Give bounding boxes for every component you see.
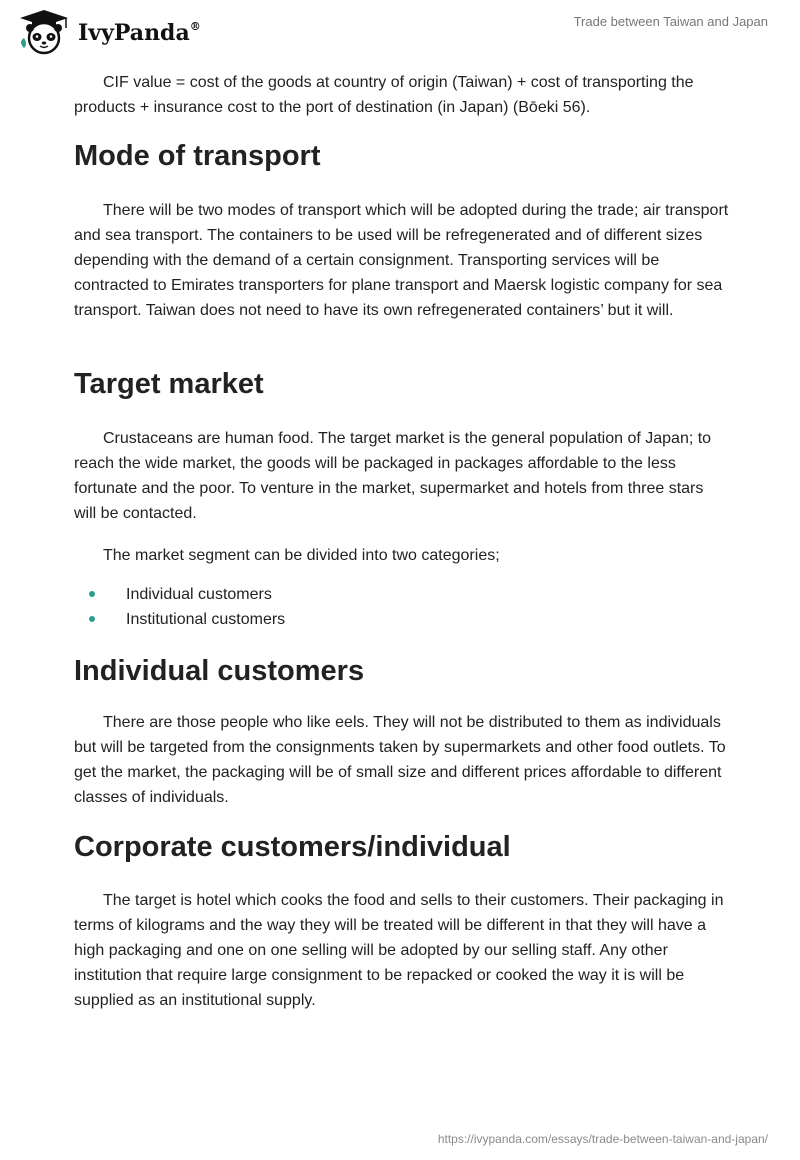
heading-corporate-customers: Corporate customers/individual [74, 831, 511, 863]
bullet-icon [89, 591, 95, 597]
list-item-label: Individual customers [126, 586, 272, 603]
list-item [74, 607, 285, 632]
heading-target-market: Target market [74, 368, 264, 400]
market-segment-paragraph: The market segment can be divided into two categories; [103, 547, 500, 564]
logo-text: IvyPanda® [78, 19, 201, 46]
heading-individual-customers: Individual customers [74, 655, 365, 687]
list-item-label: Institutional customers [126, 611, 286, 628]
corporate-customers-paragraph: The target is hotel which cooks the food and sells to their customers. Their packaging in terms of kilograms and the way they will be treated will be different in that they will have a high packaging and one on one selling will be adopted by our selling staff. Any other institution that require large consignment to be repacked or cooked the way it is will be supplied as an institutional supply. [74, 892, 724, 1009]
individual-customers-paragraph: There are those people who like eels. They will not be distributed to them as individuals but will be targeted from the consignments taken by supermarkets and other food outlets. To get the market, the packaging will be of small size and different prices affordable to different classes of individuals. [74, 714, 726, 806]
mode-of-transport-paragraph: There will be two modes of transport which will be adopted during the trade; air transport and sea transport. The containers to be used will be refregenerated and of different sizes depending with the demand of a certain consignment. Transporting services will be contracted to Emirates transporters for plane transport and Maersk logistic company for sea transport. Taiwan does not need to have its own refregenerated containers’ but it will. [74, 202, 729, 319]
segment-list [74, 582, 285, 632]
page-header [0, 0, 800, 64]
list-item [74, 582, 285, 607]
target-market-paragraph: Crustaceans are human food. The target market is the general population of Japan; to reach the wide market, the goods will be packaged in packages affordable to the less fortunate and the poor. To venture in the market, supermarket and hotels from three stars will be contacted. [74, 430, 712, 522]
cif-paragraph: CIF value = cost of the goods at country of origin (Taiwan) + cost of transporting the products + insurance cost to the port of destination (in Japan) (Bōeki 56). [74, 74, 694, 116]
heading-mode-of-transport: Mode of transport [74, 140, 321, 172]
panda-graduate-icon [16, 8, 72, 58]
footer-url-link[interactable]: https://ivypanda.com/essays/trade-between-taiwan-and-japan/ [437, 1132, 768, 1146]
bullet-icon [89, 616, 95, 622]
ivypanda-logo[interactable] [16, 8, 236, 58]
registered-mark: ® [189, 19, 201, 33]
document-title: Trade between Taiwan and Japan [573, 14, 768, 29]
